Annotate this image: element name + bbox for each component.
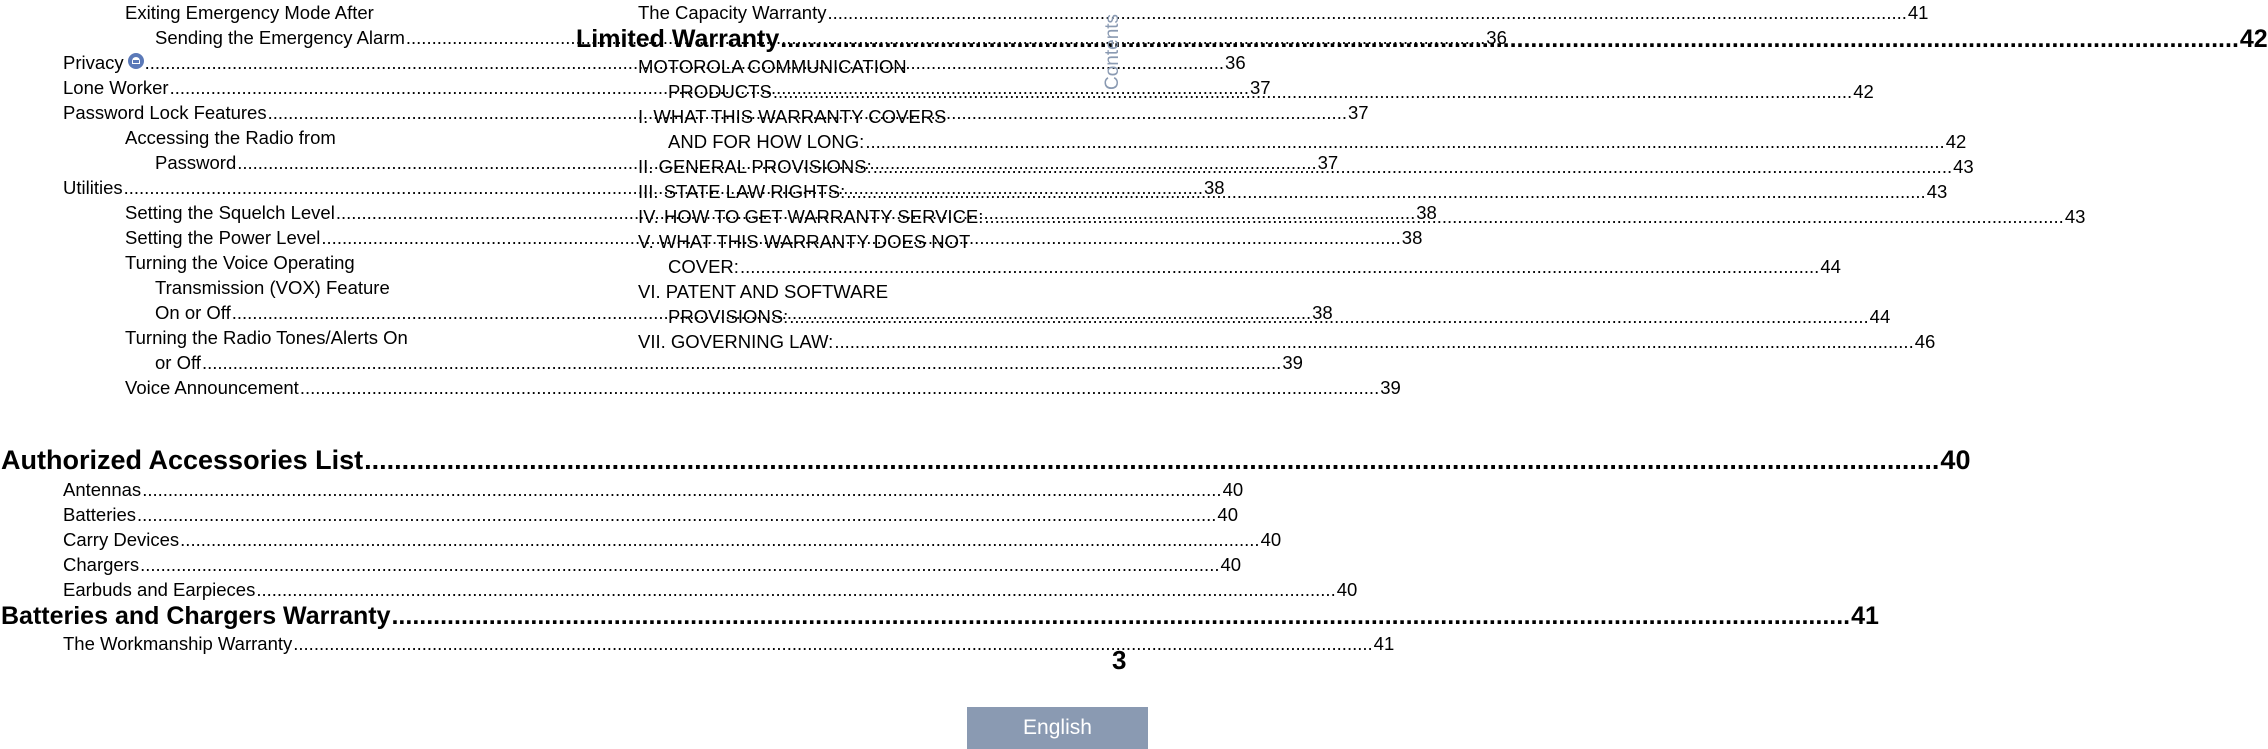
- toc-entry-text: Accessing the Radio from: [125, 127, 336, 148]
- toc-entry-text: Lone Worker: [63, 77, 169, 98]
- toc-page-number: 42: [1945, 131, 1967, 152]
- toc-entry-text: PROVISIONS:: [668, 306, 789, 327]
- toc-entry-workmanship[interactable]: [63, 631, 1395, 656]
- toc-page-number: 41: [1907, 2, 1929, 23]
- toc-entry-text: I. WHAT THIS WARRANTY COVERS: [638, 106, 947, 127]
- toc-page-number: 43: [1926, 181, 1948, 202]
- toc-entry-text: VII. GOVERNING LAW:: [638, 331, 834, 352]
- toc-entry-text: V. WHAT THIS WARRANTY DOES NOT: [638, 231, 971, 252]
- toc-entry-text: Carry Devices: [63, 529, 180, 550]
- toc-page-number: 37: [1249, 77, 1271, 98]
- toc-entry-text: The Workmanship Warranty: [63, 633, 293, 654]
- toc-entry-text: Sending the Emergency Alarm: [155, 27, 405, 48]
- side-section-tab: Contents: [1102, 13, 1123, 90]
- toc-entry-text: Exiting Emergency Mode After: [125, 2, 374, 23]
- toc-page-number: 43: [1953, 156, 1974, 177]
- toc-page-number: 40: [1220, 554, 1242, 575]
- toc-entry-text: MOTOROLA COMMUNICATION: [638, 56, 907, 77]
- toc-entry-text: Voice Announcement: [125, 377, 299, 398]
- toc-entry-governing-law[interactable]: [638, 329, 1936, 354]
- toc-entry-text: Password Lock Features: [63, 102, 267, 123]
- toc-entry-chargers[interactable]: [63, 552, 1242, 577]
- toc-entry-text: Earbuds and Earpieces: [63, 579, 256, 600]
- toc-entry-text: Chargers: [63, 554, 140, 575]
- toc-page-number: 41: [1851, 602, 1879, 630]
- toc-entry-text: II. GENERAL PROVISIONS:: [638, 156, 872, 177]
- toc-entry-text: Privacy: [63, 52, 124, 73]
- toc-entry-capacity[interactable]: [638, 0, 1929, 25]
- toc-chapter-warranty[interactable]: [1, 601, 1879, 631]
- toc-entry-text: On or Off: [155, 302, 231, 323]
- toc-page-number: 40: [1222, 479, 1244, 500]
- toc-page-number: 36: [1225, 52, 1246, 73]
- toc-page-number: 40: [1336, 579, 1358, 600]
- toc-entry-text: Password: [155, 152, 237, 173]
- toc-entry-carry-devices[interactable]: [63, 527, 1282, 552]
- toc-page-number: 43: [2064, 206, 2086, 227]
- toc-page-number: 39: [1380, 377, 1401, 398]
- toc-page-number: 38: [1416, 202, 1437, 223]
- toc-entry-earbuds[interactable]: [63, 577, 1358, 602]
- toc-entry-text: or Off: [155, 352, 201, 373]
- toc-entry-text: Utilities: [63, 177, 123, 198]
- toc-entry-text: Turning the Voice Operating: [125, 252, 355, 273]
- toc-page-number: 39: [1282, 352, 1303, 373]
- toc-entry-text: COVER:: [668, 256, 739, 277]
- toc-page-number: 37: [1317, 152, 1339, 173]
- toc-entry-voice-announcement[interactable]: [125, 375, 1401, 400]
- toc-page-number: 40: [1940, 445, 1971, 475]
- toc-entry-text: VI. PATENT AND SOFTWARE: [638, 281, 889, 302]
- toc-page-number: 42: [2239, 25, 2268, 53]
- toc-entry-batteries[interactable]: [63, 502, 1238, 527]
- toc-chapter-title: Authorized Accessories List: [1, 445, 364, 475]
- toc-entry-text: IV. HOW TO GET WARRANTY SERVICE:: [638, 206, 984, 227]
- toc-entry-text: Turning the Radio Tones/Alerts On: [125, 327, 408, 348]
- toc-entry-text: PRODUCTS: [668, 81, 772, 102]
- toc-entry-text: AND FOR HOW LONG:: [668, 131, 865, 152]
- toc-chapter-title: Batteries and Chargers Warranty: [1, 602, 391, 630]
- toc-page-number: 42: [1853, 81, 1874, 102]
- toc-entry-text: Batteries: [63, 504, 137, 525]
- toc-page-number: 38: [1401, 227, 1423, 248]
- toc-page-number: 36: [1486, 27, 1507, 48]
- toc-page-number: 38: [1312, 302, 1333, 323]
- toc-entry-text: The Capacity Warranty: [638, 2, 827, 23]
- toc-page-number: 44: [1869, 306, 1891, 327]
- toc-entry-text: Transmission (VOX) Feature: [155, 277, 390, 298]
- toc-page-number: 38: [1204, 177, 1225, 198]
- toc-page-number: 41: [1373, 633, 1395, 654]
- privacy-icon: [128, 53, 144, 69]
- toc-page-number: 40: [1217, 504, 1238, 525]
- toc-page-number: 44: [1820, 256, 1841, 277]
- toc-page-number: 40: [1260, 529, 1282, 550]
- toc-entry-text: Setting the Power Level: [125, 227, 321, 248]
- toc-entry-text: Antennas: [63, 479, 142, 500]
- toc-page-number: 37: [1347, 102, 1369, 123]
- page-number: 3: [1112, 645, 1127, 675]
- toc-entry-text: Setting the Squelch Level: [125, 202, 335, 223]
- toc-chapter-title: Limited Warranty: [576, 25, 780, 53]
- language-tab: English: [967, 707, 1148, 749]
- toc-chapter-accessories[interactable]: [1, 444, 1971, 476]
- toc-entry-text: III. STATE LAW RIGHTS:: [638, 181, 846, 202]
- toc-page-number: 46: [1914, 331, 1936, 352]
- toc-entry-antennas[interactable]: [63, 477, 1244, 502]
